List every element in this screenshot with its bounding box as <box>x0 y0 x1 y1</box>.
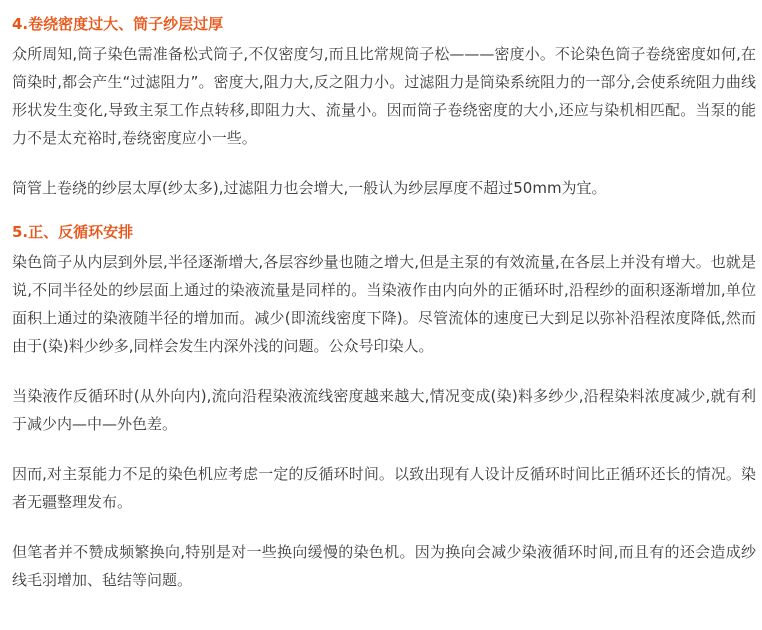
paragraph-spacer <box>12 438 756 460</box>
section-heading-4: 4.卷绕密度过大、筒子纱层过厚 <box>12 15 224 33</box>
paragraph-spacer <box>12 360 756 382</box>
article-body <box>12 14 756 594</box>
paragraph: 众所周知,筒子染色需准备松式筒子,不仅密度匀,而且比常规筒子松———密度小。不论染色筒子卷绕密度如何,在筒染时,都会产生“过滤阻力”。密度大,阻力大,反之阻力小。过滤阻力是筒染系统阻力的一部分,会使系统阻力曲线形状发生变化,导致主泵工作点转移,即阻力大、流量小。因而筒子卷绕密度的大小,还应与染机相匹配。当泵的能力不是太充裕时,卷绕密度应小一些。 <box>12 45 756 147</box>
paragraph: 筒管上卷绕的纱层太厚(纱太多),过滤阻力也会增大,一般认为纱层厚度不超过50mm为宜。 <box>12 179 607 197</box>
section-heading-5: 5.正、反循环安排 <box>12 223 134 241</box>
paragraph: 但笔者并不赞成频繁换向,特别是对一些换向缓慢的染色机。因为换向会减少染液循环时间,而且有的还会造成纱线毛羽增加、毡结等问题。 <box>12 543 756 589</box>
section-spacer <box>12 202 756 222</box>
paragraph: 当染液作反循环时(从外向内),流向沿程染液流线密度越来越大,情况变成(染)料多纱少,沿程染料浓度减少,就有利于减少内—中—外色差。 <box>12 387 756 433</box>
paragraph-spacer <box>12 152 756 174</box>
paragraph: 染色筒子从内层到外层,半径逐渐增大,各层容纱量也随之增大,但是主泵的有效流量,在各层上并没有增大。也就是说,不同半径处的纱层面上通过的染液流量是同样的。当染液作由内向外的正循环时,沿程纱的面积逐渐增加,单位面积上通过的染液随半径的增加而。减少(即流线密度下降)。尽管流体的速度已大到足以弥补沿程浓度降低,然而由于(染)料少纱多,同样会发生内深外浅的问题。公众号印染人。 <box>12 253 756 355</box>
paragraph: 因而,对主泵能力不足的染色机应考虑一定的反循环时间。以致出现有人设计反循环时间比正循环还长的情况。染者无疆整理发布。 <box>12 465 756 511</box>
paragraph-spacer <box>12 516 756 538</box>
